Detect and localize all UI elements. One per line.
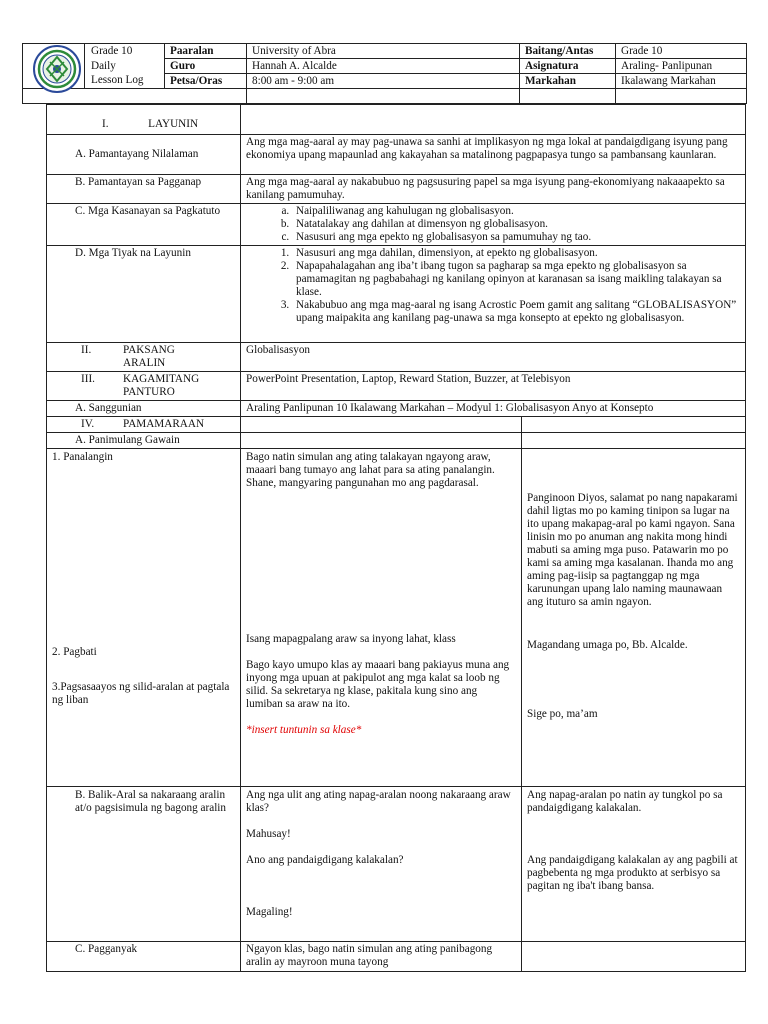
layunin-heading: I. LAYUNIN <box>47 105 241 135</box>
list-item: c. Nasusuri ang mga epekto ng globalisasyon sa pamumuhay ng tao. <box>292 231 740 244</box>
baitang-value: Grade 10 <box>616 44 747 59</box>
list-item: 2. Napapahalagahan ang iba’t ibang tugon sa pagharap sa mga epekto ng globalisasyon sa pamamagitan ng pagbabahagi ng kanilang opinyon at karanasan sa isang maikling talakayan sa klase. <box>292 260 740 299</box>
balik-aral-label: B. Balik-Aral sa nakaraang aralin at/o pagsisimula ng bagong aralin <box>47 787 241 942</box>
header-empty-cell <box>616 89 747 104</box>
school-logo-cell <box>23 44 85 89</box>
paksang-aralin-value: Globalisasyon <box>241 343 746 372</box>
teacher-classroom-instruction: Bago kayo umupo klas ay maaari bang pakiayus muna ang inyong mga upuan at pakipulot ang mga kalat sa loob ng silid. Sa sekretarya ng klase, pakitala kung sino ang lumiban sa araw na ito. <box>246 659 510 710</box>
pagganyak-teacher-text: Ngayon klas, bago natin simulan ang ating panibagong aralin ay mayroon muna tayong <box>241 942 522 972</box>
student-reply: Sige po, ma’am <box>527 708 598 720</box>
paksang-aralin-label: II. PAKSANG ARALIN <box>47 343 241 372</box>
kasanayan-list <box>241 204 746 246</box>
markahan-label: Markahan <box>520 74 616 89</box>
balik-aral-praise: Mahusay! <box>246 828 291 840</box>
pamantayan-pagganap-label: B. Pamantayan sa Pagganap <box>47 175 241 204</box>
guro-value: Hannah A. Alcalde <box>247 59 520 74</box>
asignatura-label: Asignatura <box>520 59 616 74</box>
balik-aral-praise-2: Magaling! <box>246 906 293 918</box>
teacher-note: *insert tuntunin sa klase* <box>246 724 362 736</box>
sanggunian-label: A. Sanggunian <box>47 401 241 417</box>
teacher-greeting: Isang mapagpalang araw sa inyong lahat, klass <box>246 633 456 645</box>
header-empty-cell <box>247 89 520 104</box>
list-item: 3. Nakabubuo ang mga mag-aaral ng isang Acrostic Poem gamit ang salitang “GLOBALISASYON” upang maipakita ang kanilang pag-unawa sa mga konsepto at epekto ng globalisasyon. <box>292 299 740 325</box>
teacher-prayer-instruction: Bago natin simulan ang ating talakayan ngayong araw, maaari bang tumayo ang lahat para sa ating panalangin. Shane, mangyaring pangunahan mo ang pagdarasal. <box>246 451 495 489</box>
balik-aral-teacher-column <box>241 787 522 942</box>
panimulang-gawain-label: A. Panimulang Gawain <box>47 433 241 449</box>
pamantayan-pagganap-text: Ang mga mag-aaral ay nakabubuo ng pagsusuring papel sa mga isyung pang-ekonomiyang nakaaapekto sa kanilang pamumuhay. <box>241 175 746 204</box>
step-pagsasaayos: 3.Pagsasaayos ng silid-aralan at pagtala ng liban <box>52 681 230 706</box>
guro-label: Guro <box>165 59 247 74</box>
sanggunian-value: Araling Panlipunan 10 Ikalawang Markahan – Modyul 1: Globalisasyon Anyo at Konsepto <box>241 401 746 417</box>
title-line-2: Daily <box>91 59 116 72</box>
school-seal-icon <box>33 45 81 93</box>
tiyak-na-layunin-label: D. Mga Tiyak na Layunin <box>47 246 241 343</box>
pagganyak-label: C. Pagganyak <box>47 942 241 972</box>
balik-aral-answer-2: Ang pandaigdigang kalakalan ay ang pagbili at pagbebenta ng mga produkto at serbisyo sa pagitan ng iba't ibang bansa. <box>527 854 738 892</box>
student-prayer: Panginoon Diyos, salamat po nang napakarami dahil ligtas mo po kaming tinipon sa lugar na ito upang makapag-aral po kami ngayon. Sana linisin mo po anuman ang nakita mong hindi mabuti sa aming mga puso. Patawarin mo po kami sa aming mga kasalanan. Ihanda mo ang aming pag-iisip sa pagtanggap ng mga karunungan upang lalo naming maunawaan ang ituturo sa amin ngayon. <box>527 492 738 608</box>
lesson-log-title <box>85 44 165 89</box>
header-table <box>22 43 747 104</box>
pamamaraan-label: IV. PAMAMARAAN <box>47 417 241 433</box>
title-line-1: Grade 10 <box>91 45 133 57</box>
student-greeting: Magandang umaga po, Bb. Alcalde. <box>527 639 688 651</box>
petsa-label: Petsa/Oras <box>165 74 247 89</box>
kasanayan-label: C. Mga Kasanayan sa Pagkatuto <box>47 204 241 246</box>
pagganyak-student-empty <box>522 942 746 972</box>
step-panalangin: 1. Panalangin <box>52 451 113 463</box>
pamantayang-nilalaman-text: Ang mga mag-aaral ay may pag-unawa sa sanhi at implikasyon ng mga lokal at pandaigdigang isyung pang ekonomiya upang mapaunlad ang kakayahan sa matalinong pagpapasya tungo sa pambansang kaunlaran. <box>241 135 746 175</box>
list-item: a. Naipaliliwanag ang kahulugan ng globalisasyon. <box>292 205 740 218</box>
balik-aral-question-2: Ano ang pandaigdigang kalakalan? <box>246 854 404 866</box>
title-line-3: Lesson Log <box>91 74 144 86</box>
pamamaraan-empty <box>522 417 746 433</box>
balik-aral-answer: Ang napag-aralan po natin ay tungkol po sa pandaigdigang kalakalan. <box>527 789 723 814</box>
balik-aral-question: Ang nga ulit ang ating napag-aralan noong nakaraang araw klas? <box>246 789 511 814</box>
petsa-value: 8:00 am - 9:00 am <box>247 74 520 89</box>
panimulang-gawain-empty <box>522 433 746 449</box>
step-pagbati: 2. Pagbati <box>52 646 97 658</box>
pamamaraan-empty <box>241 417 522 433</box>
baitang-label: Baitang/Antas <box>520 44 616 59</box>
panimulang-gawain-empty <box>241 433 522 449</box>
kagamitang-panturo-label: III. KAGAMITANG PANTURO <box>47 372 241 401</box>
list-item: b. Natatalakay ang dahilan at dimensyon ng globalisasyon. <box>292 218 740 231</box>
paaralan-label: Paaralan <box>165 44 247 59</box>
panimula-student-column <box>522 449 746 787</box>
tiyak-na-layunin-list <box>241 246 746 343</box>
asignatura-value: Araling- Panlipunan <box>616 59 747 74</box>
kagamitang-panturo-value: PowerPoint Presentation, Laptop, Reward Station, Buzzer, at Telebisyon <box>241 372 746 401</box>
panimula-steps <box>47 449 241 787</box>
list-item: 1. Nasusuri ang mga dahilan, dimensiyon, at epekto ng globalisasyon. <box>292 247 740 260</box>
markahan-value: Ikalawang Markahan <box>616 74 747 89</box>
paaralan-value: University of Abra <box>247 44 520 59</box>
layunin-heading-empty <box>241 105 746 135</box>
balik-aral-student-column <box>522 787 746 942</box>
pamantayang-nilalaman-label: A. Pamantayang Nilalaman <box>47 135 241 175</box>
header-empty-cell <box>520 89 616 104</box>
lesson-plan-table <box>46 104 746 972</box>
panimula-teacher-column <box>241 449 522 787</box>
